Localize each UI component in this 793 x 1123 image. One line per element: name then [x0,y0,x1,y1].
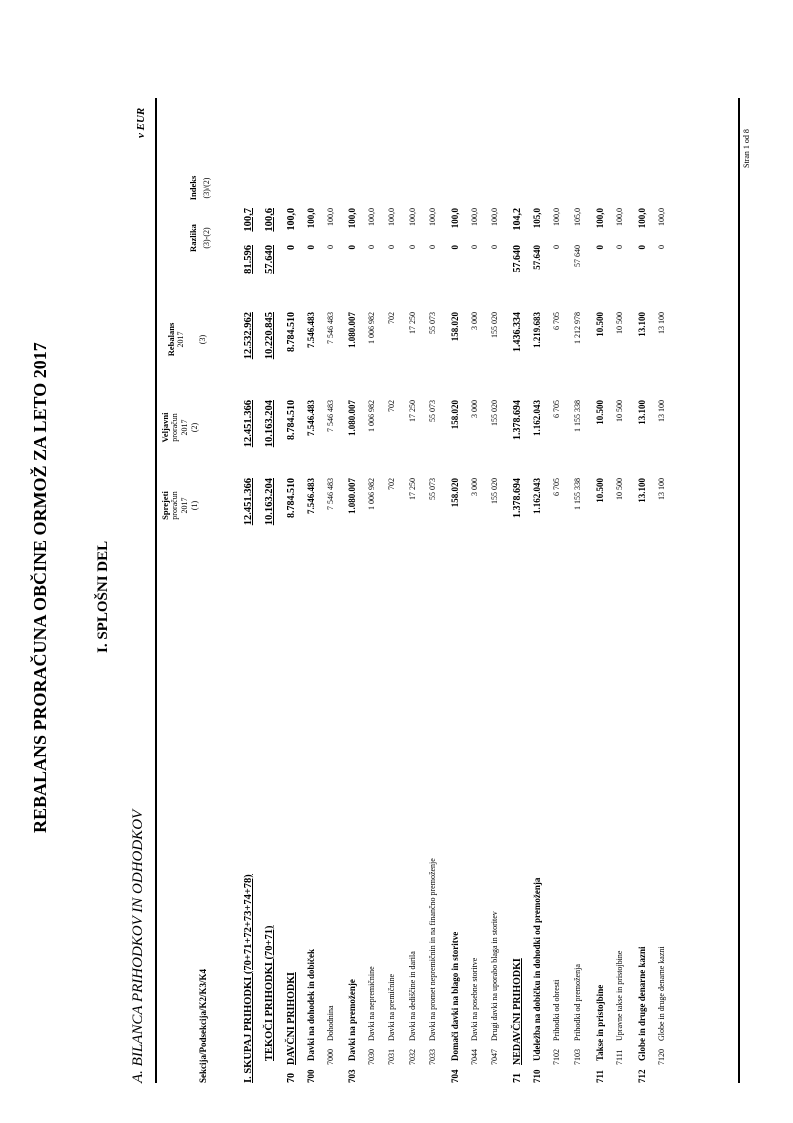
table-row [387,98,401,1083]
row-value-v2: 1.162.043 [532,400,542,436]
row-value-v2: 7 546 483 [326,400,335,432]
row-label: Davki na premoženje [347,979,357,1061]
row-value-idx: 100,6 [264,208,275,232]
row-value-v3: 17 250 [408,312,417,334]
row-code: 7102 [552,1049,561,1065]
row-code: 7111 [615,1049,624,1065]
row-value-idx: 100,0 [450,208,460,229]
row-value-diff: 0 [552,245,561,249]
row-value-diff: 57.640 [512,245,523,273]
row-value-diff: 0 [470,245,479,249]
table-row [306,98,320,1083]
row-value-idx: 104,2 [512,208,523,231]
table-top-rule [155,98,157,1083]
row-value-diff: 0 [657,245,666,249]
row-value-v3: 8.784.510 [286,312,297,352]
table-row [615,98,629,1083]
row-value-v3: 10.220.845 [264,312,275,360]
row-label: Takse in pristojbine [595,984,605,1061]
row-label: Davki na dohodek in dobiček [306,948,316,1061]
row-value-diff: 57 640 [573,245,582,267]
row-value-v1: 155 020 [490,478,499,504]
row-value-v3: 12.532.962 [243,312,254,360]
row-value-v1: 158.020 [450,478,460,508]
row-label: Domači davki na blago in storitve [450,931,460,1061]
row-code: 7032 [408,1049,417,1065]
row-value-diff: 81.596 [243,245,254,274]
row-label: Davki na nepremičnine [367,966,376,1041]
row-value-v1: 10.163.204 [264,478,275,526]
section-heading: I. SPLOŠNI DEL [95,540,111,653]
row-value-diff: 57.640 [264,245,275,274]
row-value-idx: 100,0 [367,208,376,226]
row-value-v2: 1 155 338 [573,400,582,432]
table-row [657,98,671,1083]
row-value-v2: 3 000 [470,400,479,418]
row-value-v3: 702 [387,312,396,324]
row-value-idx: 100,0 [637,208,647,229]
row-value-idx: 100,0 [306,208,316,229]
row-value-v3: 55 073 [428,312,437,334]
row-value-idx: 100,0 [286,208,297,231]
row-value-v3: 1 212 978 [573,312,582,344]
row-label: Davki na posebne storitve [470,957,479,1041]
row-value-v2: 158.020 [450,400,460,430]
row-value-idx: 100,0 [470,208,479,226]
column-header-4: Razlika (3)-(2) [188,224,211,252]
row-value-v2: 55 073 [428,400,437,422]
table-row [512,98,526,1083]
row-value-v1: 10.500 [595,478,605,503]
row-value-v3: 3 000 [470,312,479,330]
row-value-diff: 0 [387,245,396,249]
row-value-v2: 155 020 [490,400,499,426]
row-value-v1: 6 705 [552,478,561,496]
row-value-v1: 12.451.366 [243,478,254,526]
row-label: Drugi davki na uporabo blaga in storitev [490,911,499,1041]
column-header-5: Indeks (3)/(2) [188,175,211,201]
row-value-v3: 1.080.007 [347,312,357,348]
table-row [347,98,361,1083]
table-row [552,98,566,1083]
table-row [470,98,484,1083]
row-value-v1: 1 006 982 [367,478,376,510]
row-value-idx: 100,0 [552,208,561,226]
row-value-diff: 0 [595,245,605,250]
row-value-v3: 7.546.483 [306,312,316,348]
row-code: 7030 [367,1049,376,1065]
row-value-v2: 10.500 [595,400,605,425]
row-value-v1: 10 500 [615,478,624,500]
row-code: 7120 [657,1049,666,1065]
row-value-v2: 1.080.007 [347,400,357,436]
row-label: Globe in druge denarne kazni [637,946,647,1061]
row-value-v2: 12.451.366 [243,400,254,448]
row-code: 710 [532,1069,542,1083]
row-value-v3: 158.020 [450,312,460,342]
row-value-v3: 10 500 [615,312,624,334]
table-row [264,98,278,1083]
row-value-v2: 13.100 [637,400,647,425]
row-value-diff: 0 [428,245,437,249]
row-value-v3: 13 100 [657,312,666,334]
row-value-idx: 105,0 [573,208,582,226]
row-value-v1: 1.080.007 [347,478,357,514]
row-value-v3: 7 546 483 [326,312,335,344]
row-code: 70 [286,1073,297,1083]
table-row [573,98,587,1083]
row-value-diff: 0 [347,245,357,250]
row-code: 7031 [387,1049,396,1065]
row-value-diff: 0 [326,245,335,249]
row-value-idx: 100,0 [408,208,417,226]
row-code: 7044 [470,1049,479,1065]
row-label: Davki na promet nepremičnin in na finančno premoženje [428,858,437,1041]
row-value-v1: 8.784.510 [286,478,297,518]
table-row [286,98,300,1083]
row-label: Prihodki od obresti [552,979,561,1041]
row-value-v3: 13.100 [637,312,647,337]
table-row [326,98,340,1083]
row-value-v2: 10 500 [615,400,624,422]
table-row [408,98,422,1083]
row-value-v3: 1.436.334 [512,312,523,352]
row-label: Dohodnina [326,1005,335,1041]
document-title: REBALANS PRORAČUNA OBČINE ORMOŽ ZA LETO 2017 [30,342,50,833]
row-value-diff: 0 [450,245,460,250]
row-label: Udeležba na dobičku in dohodki od premoženja [532,877,542,1061]
row-value-v3: 10.500 [595,312,605,337]
row-value-v3: 6 705 [552,312,561,330]
table-row [367,98,381,1083]
page-footer: Stran 1 od 8 [742,129,751,168]
row-value-v1: 1.378.694 [512,478,523,518]
currency-label: v EUR [135,107,147,138]
row-label: Upravne takse in pristojbine [615,950,624,1041]
row-value-v1: 1 155 338 [573,478,582,510]
row-value-v2: 10.163.204 [264,400,275,448]
row-value-diff: 0 [637,245,647,250]
row-value-idx: 100,0 [595,208,605,229]
row-label: I. SKUPAJ PRIHODKI (70+71+72+73+74+78) [243,874,254,1083]
row-code: 712 [637,1069,647,1083]
row-value-v1: 17 250 [408,478,417,500]
row-value-v2: 17 250 [408,400,417,422]
row-value-v2: 1.378.694 [512,400,523,440]
table-row [490,98,504,1083]
row-value-v1: 7.546.483 [306,478,316,514]
row-label: Globe in druge denarne kazni [657,946,666,1041]
row-value-diff: 0 [408,245,417,249]
row-label: Prihodki od premoženja [573,964,582,1041]
row-code: 7047 [490,1049,499,1065]
row-value-v1: 55 073 [428,478,437,500]
table-row [450,98,464,1083]
row-value-v3: 1 006 982 [367,312,376,344]
row-value-v2: 1 006 982 [367,400,376,432]
table-row [637,98,651,1083]
row-code: 7033 [428,1049,437,1065]
row-value-diff: 0 [306,245,316,250]
row-code: 7103 [573,1049,582,1065]
subsection-heading: A. BILANCA PRIHODKOV IN ODHODKOV [130,809,146,1083]
row-value-v1: 13 100 [657,478,666,500]
table-row [595,98,609,1083]
row-value-v2: 8.784.510 [286,400,297,440]
row-value-v2: 13 100 [657,400,666,422]
row-label: Davki na dediščine in darila [408,951,417,1041]
row-code: 703 [347,1069,357,1083]
first-column-header: Sekcija/Podsekcija/K2/K3/K4 [198,969,208,1083]
row-value-diff: 0 [490,245,499,249]
row-code: 704 [450,1069,460,1083]
row-value-diff: 0 [367,245,376,249]
row-code: 71 [512,1073,523,1083]
row-value-v1: 3 000 [470,478,479,496]
row-value-idx: 105,0 [532,208,542,229]
row-value-v1: 1.162.043 [532,478,542,514]
row-value-idx: 100,0 [387,208,396,226]
row-value-v3: 155 020 [490,312,499,338]
row-label: TEKOČI PRIHODKI (70+71) [264,925,275,1061]
row-value-idx: 100,0 [657,208,666,226]
column-header-1: Sprejeti proračun 2017 (1) [160,491,199,520]
row-value-idx: 100,7 [243,208,254,232]
row-value-idx: 100,0 [326,208,335,226]
row-value-v2: 702 [387,400,396,412]
row-code: 700 [306,1069,316,1083]
row-value-idx: 100,0 [615,208,624,226]
table-bottom-rule [738,98,740,1083]
row-value-diff: 0 [286,245,297,250]
row-label: NEDAVČNI PRIHODKI [512,958,523,1065]
row-value-diff: 57.640 [532,245,542,270]
table-row [243,98,257,1083]
row-value-v2: 7.546.483 [306,400,316,436]
row-value-v1: 7 546 483 [326,478,335,510]
row-value-idx: 100,0 [428,208,437,226]
table-row [428,98,442,1083]
row-value-v1: 13.100 [637,478,647,503]
row-value-v3: 1.219.683 [532,312,542,348]
row-code: 711 [595,1069,605,1083]
column-header-2: Veljavni proračun 2017 (2) [160,412,199,443]
row-label: DAVČNI PRIHODKI [286,972,297,1065]
row-value-idx: 100,0 [347,208,357,229]
column-header-3: Rebalans 2017 (3) [166,322,207,357]
row-value-idx: 100,0 [490,208,499,226]
row-label: Davki na premičnine [387,973,396,1041]
row-value-diff: 0 [615,245,624,249]
row-value-v1: 702 [387,478,396,490]
row-value-v2: 6 705 [552,400,561,418]
table-row [532,98,546,1083]
row-code: 7000 [326,1049,335,1065]
